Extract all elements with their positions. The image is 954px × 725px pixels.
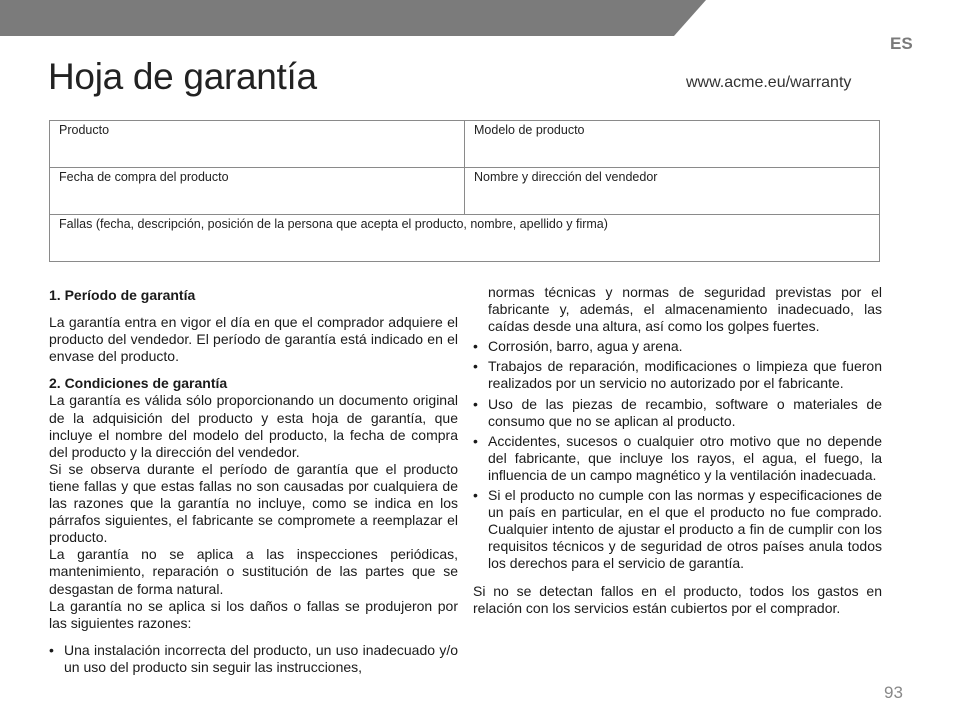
warranty-url[interactable]: www.acme.eu/warranty [686,74,852,91]
left-column [49,284,458,679]
section-2-heading: 2. Condiciones de garantía [49,375,228,392]
purchase-date-field[interactable] [50,168,465,215]
seller-field[interactable] [465,168,880,215]
section-2-paragraph: La garantía no se aplica a las inspecciones periódicas, mantenimiento, reparación o sustitución de las partes que se desgastan de forma natural. [49,546,458,597]
list-item: • Uso de las piezas de recambio, software o materiales de consumo que no se aplican al producto. [473,396,882,430]
closing-paragraph: Si no se detectan fallos en el producto, todos los gastos en relación con los servicios están cubiertos por el comprador. [473,582,882,616]
page-number: 93 [884,683,903,702]
list-item: • Una instalación incorrecta del producto, un uso inadecuado y/o un uso del producto sin seguir las instrucciones, [49,642,458,676]
product-field[interactable] [50,121,465,168]
product-label: Producto [59,123,110,137]
exclusion-list [473,338,882,572]
page-title: Hoja de garantía [48,56,317,97]
exclusion-list [49,642,458,676]
warranty-form-table [49,120,880,262]
list-item: • Si el producto no cumple con las normas y especificaciones de un país en particular, en el que el producto no fue comprado. Cualquier intento de ajustar el producto a fin de cumplir con los requisitos técnicos y de seguridad de otros países anula todos los derechos para el servicio de garantía. [473,487,882,572]
seller-label: Nombre y dirección del vendedor [474,170,658,184]
list-item: • Corrosión, barro, agua y arena. [473,338,882,355]
section-2-paragraph: La garantía es válida sólo proporcionando un documento original de la adquisición del producto y esta hoja de garantía, que incluye el nombre del modelo del producto, la fecha de compra del producto y la dirección del vendedor. [49,392,458,460]
right-column [473,284,882,617]
section-1-text: La garantía entra en vigor el día en que el comprador adquiere el producto del vendedor. El período de garantía está indicado en el envase del producto. [49,314,458,365]
list-item: • Trabajos de reparación, modificaciones o limpieza que fueron realizados por un servicio no autorizado por el fabricante. [473,358,882,392]
faults-field[interactable] [50,215,880,262]
list-item: • Accidentes, sucesos o cualquier otro motivo que no depende del fabricante, que incluye los rayos, el agua, el fuego, la influencia de un campo magnético y la ventilación inadecuada. [473,433,882,484]
section-2-paragraph: La garantía no se aplica si los daños o fallas se produjeron por las siguientes razones: [49,597,458,631]
model-label: Modelo de producto [474,123,585,137]
top-decorative-bar [0,0,954,36]
purchase-date-label: Fecha de compra del producto [59,170,229,184]
faults-label: Fallas (fecha, descripción, posición de la persona que acepta el producto, nombre, apellido y firma) [59,217,608,231]
section-2-paragraph: Si se observa durante el período de garantía que el producto tiene fallas y que estas fallas no son causadas por cualquiera de las razones que la garantía no incluye, como se indica en los párrafos siguientes, el fabricante se compromete a reemplazar el producto. [49,460,458,546]
language-badge: ES [890,34,913,53]
model-field[interactable] [465,121,880,168]
section-1-heading: 1. Período de garantía [49,287,196,303]
list-item-continuation: normas técnicas y normas de seguridad previstas por el fabricante y, además, el almacenamiento inadecuado, las caídas desde una altura, así como los golpes fuertes. [488,284,882,335]
